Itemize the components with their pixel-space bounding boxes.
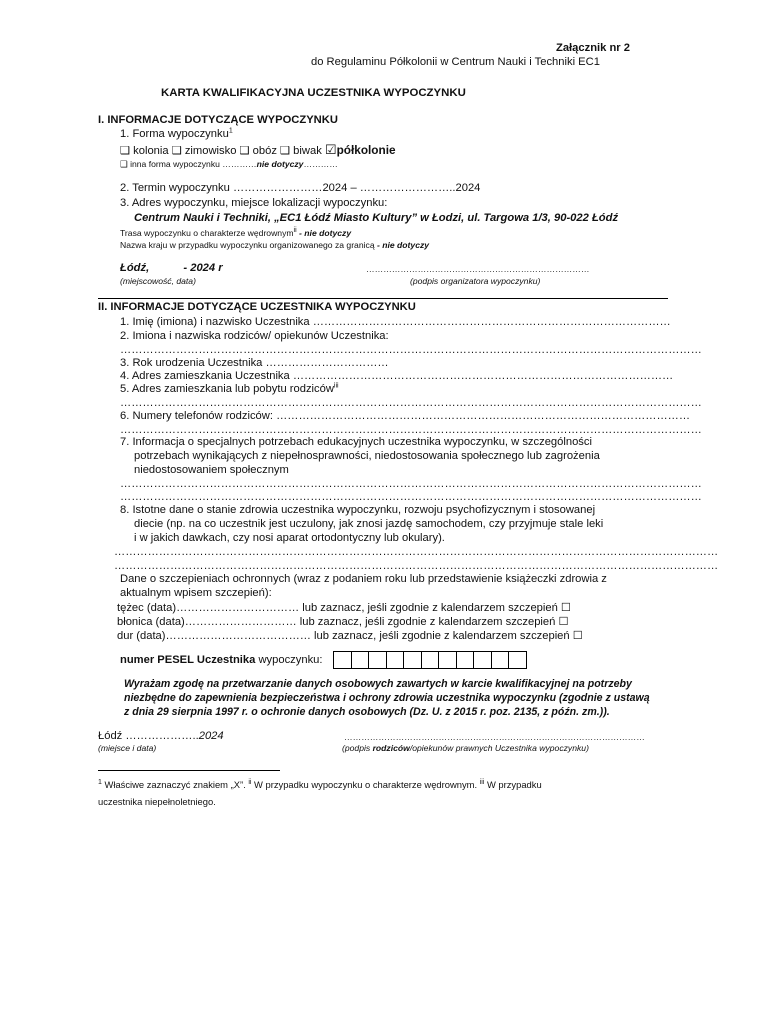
organizer-place-date: Łódź, - 2024 r: [120, 262, 223, 274]
q7-line-3: niedostosowaniem społecznym: [134, 464, 289, 476]
option-polkolonie: półkolonie: [336, 143, 396, 157]
pesel-digit-box[interactable]: [351, 651, 370, 669]
page-title: KARTA KWALIFIKACYJNA UCZESTNIKA WYPOCZYNKU: [161, 87, 466, 99]
footnote-line-1: $^1$ Właściwe zaznaczyć znakiem „X”. $^{ii}$ W przypadku wypoczynku o charakterze wędrownym. $^{iii}$ W przypadku: [98, 778, 542, 790]
q8-dots-1: ………………………………………………………………………………………………………………………………………………: [114, 546, 719, 558]
pesel-digit-box[interactable]: [456, 651, 475, 669]
parent-signature-line: ……………………………………………………………………………………………: [344, 732, 645, 742]
other-form-line: ❑ inna forma wypoczynku …………nie dotyczy…………: [120, 159, 338, 169]
vaccination-diphtheria[interactable]: błonica (data)………………………… lub zaznacz, jeśli zgodnie z kalendarzem szczepień ☐: [117, 616, 569, 628]
term-line: 2. Termin wypoczynku ……………………2024 – ……………………..2024: [120, 182, 481, 194]
pesel-digit-box[interactable]: [386, 651, 405, 669]
section-2-heading: II. INFORMACJE DOTYCZĄCE UCZESTNIKA WYPOCZYNKU: [98, 301, 416, 313]
form-options-unchecked[interactable]: ❑ kolonia ❑ zimowisko ❑ obóz ❑ biwak: [120, 145, 322, 157]
q5-parents-address: 5. Adres zamieszkania lub pobytu rodziców$^{iii}$: [120, 382, 339, 395]
vaccination-tetanus[interactable]: tężec (data)…………………………… lub zaznacz, jeśli zgodnie z kalendarzem szczepień ☐: [117, 602, 571, 614]
pesel-digit-box[interactable]: [508, 651, 527, 669]
pesel-digit-box[interactable]: [333, 651, 352, 669]
pesel-digit-box[interactable]: [368, 651, 387, 669]
address-label: 3. Adres wypoczynku, miejsce lokalizacji wypoczynku:: [120, 197, 388, 209]
pesel-digit-box[interactable]: [473, 651, 492, 669]
q6-dots: …………………………………………………………………………………………………………………………………………: [120, 424, 702, 436]
vaccination-line-1: Dane o szczepieniach ochronnych (wraz z podaniem roku lub przedstawienie książeczki zdrowia z: [120, 573, 607, 585]
consent-line-1: Wyrażam zgodę na przetwarzanie danych osobowych zawartych w karcie kwalifikacyjnej na potrzeby: [124, 678, 632, 690]
pesel-label: numer PESEL Uczestnika wypoczynku:: [120, 654, 323, 666]
q5-dots: …………………………………………………………………………………………………………………………………………: [120, 397, 702, 409]
form-label: 1. Forma wypoczynku$^1$: [120, 127, 233, 140]
q7-dots-1: …………………………………………………………………………………………………………………………………………: [120, 478, 702, 490]
q8-line-1: 8. Istotne dane o stanie zdrowia uczestnika wypoczynku, rozwoju psychofizycznym i stosowanej: [120, 504, 596, 516]
footnote-line-2: uczestnika niepełnoletniego.: [98, 796, 216, 807]
pesel-input-grid[interactable]: [334, 651, 527, 669]
q1-name: 1. Imię (imiona) i nazwisko Uczestnika ……………………………………………………………………………………: [120, 316, 671, 328]
organizer-signature-caption: (podpis organizatora wypoczynku): [410, 276, 541, 286]
regulation-reference: do Regulaminu Półkolonii w Centrum Nauki i Techniki EC1: [311, 56, 600, 68]
section-divider: [98, 298, 668, 299]
q8-dots-2: ………………………………………………………………………………………………………………………………………………: [114, 560, 719, 572]
footnote-divider: [98, 770, 280, 771]
pesel-digit-box[interactable]: [491, 651, 510, 669]
parent-place-date-caption: (miejsce i data): [98, 743, 157, 753]
q8-line-2: diecie (np. na co uczestnik jest uczulony, jak znosi jazdę samochodem, czy przyjmuje stale leki: [134, 518, 604, 530]
q7-dots-2: …………………………………………………………………………………………………………………………………………: [120, 491, 702, 503]
consent-line-2: niezbędne do zapewnienia bezpieczeństwa i ochrony zdrowia uczestnika wypoczynku (zgodnie z ustawą: [124, 692, 650, 704]
q7-line-2: potrzebach wynikających z niepełnosprawności, niedostosowania społecznego lub zagrożenia: [134, 450, 600, 462]
q2-dots: …………………………………………………………………………………………………………………………………………: [120, 344, 702, 356]
route-line: Trasa wypoczynku o charakterze wędrownym$^{ii}$ - nie dotyczy: [120, 227, 352, 238]
organizer-place-date-caption: (miejscowość, data): [120, 276, 196, 286]
pesel-digit-box[interactable]: [421, 651, 440, 669]
q8-line-3: i w jakich dawkach, czy nosi aparat ortodontyczny lub okulary).: [134, 532, 445, 544]
q2-parents: 2. Imiona i nazwiska rodziców/ opiekunów Uczestnika:: [120, 330, 389, 342]
section-1-heading: I. INFORMACJE DOTYCZĄCE WYPOCZYNKU: [98, 114, 338, 126]
q7-line-1: 7. Informacja o specjalnych potrzebach edukacyjnych uczestnika wypoczynku, w szczególności: [120, 436, 592, 448]
q6-phones: 6. Numery telefonów rodziców: …………………………………………………………………………………………………: [120, 410, 691, 422]
form-options: [120, 143, 396, 158]
organizer-signature-line: ……………………………………………………………………: [366, 264, 590, 274]
parent-place-date: Łódź ………………..2024: [98, 730, 224, 742]
country-line: Nazwa kraju w przypadku wypoczynku organizowanego za granicą - nie dotyczy: [120, 240, 430, 250]
address-value: Centrum Nauki i Techniki, „EC1 Łódź Miasto Kultury” w Łodzi, ul. Targowa 1/3, 90-022 Łódź: [134, 212, 619, 224]
q3-birth-year: 3. Rok urodzenia Uczestnika ……………………………: [120, 357, 389, 369]
parent-signature-caption: (podpis rodziców/opiekunów prawnych Uczestnika wypoczynku): [342, 743, 589, 753]
consent-line-3: z dnia 29 sierpnia 1997 r. o ochronie danych osobowych (Dz. U. z 2015 r. poz. 2135, z późn. zm.)).: [124, 706, 610, 718]
vaccination-line-2: aktualnym wpisem szczepień):: [120, 587, 272, 599]
q4-address: 4. Adres zamieszkania Uczestnika …………………………………………………………………………………………: [120, 370, 674, 382]
pesel-digit-box[interactable]: [403, 651, 422, 669]
attachment-number: Załącznik nr 2: [556, 42, 630, 54]
pesel-digit-box[interactable]: [438, 651, 457, 669]
vaccination-typhoid[interactable]: dur (data)………………………………… lub zaznacz, jeśli zgodnie z kalendarzem szczepień ☐: [117, 630, 583, 642]
checkbox-checked-icon[interactable]: ☑: [324, 142, 337, 157]
